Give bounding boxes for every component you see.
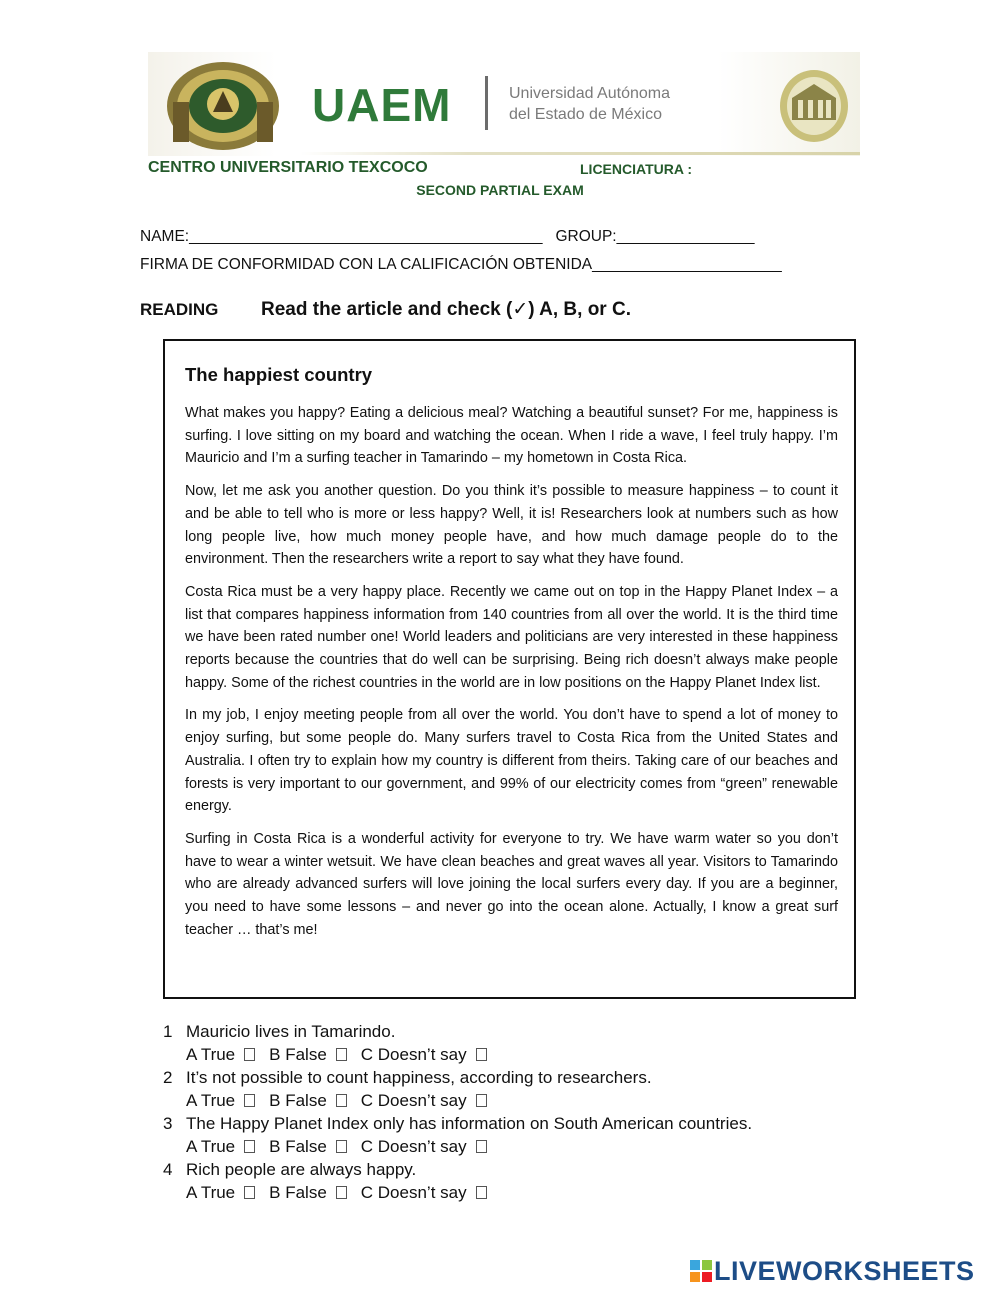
- uaem-seal-icon: [163, 58, 283, 153]
- question-3: [163, 1112, 863, 1135]
- option-c: [361, 1181, 487, 1204]
- question-4: [163, 1158, 863, 1181]
- article-paragraph: Surfing in Costa Rica is a wonderful activity for everyone to try. We have warm water so you don’t have to wear a winter wetsuit. We have clean beaches and great waves all year. Visitors to Tamarindo who are already advanced surfers will love joining the local surfers every day. If you are a beginner, you need to have some lessons – and never go into the ocean alone. Actually, I know a great surf teacher … that’s me!: [185, 830, 838, 938]
- question-text: The Happy Planet Index only has information on South American countries.: [186, 1114, 753, 1133]
- question-number: 3: [163, 1114, 173, 1133]
- question-4-options: [163, 1181, 863, 1204]
- logo-divider: [485, 76, 488, 130]
- option-b-checkbox[interactable]: [336, 1094, 347, 1107]
- building-seal-icon: [778, 68, 850, 144]
- university-name-line1: Universidad Autónoma: [509, 85, 670, 102]
- group-blank[interactable]: ________________: [616, 228, 755, 245]
- uaem-logo-text: UAEM: [312, 79, 452, 131]
- name-blank[interactable]: _________________________________________: [189, 228, 543, 245]
- article-paragraph: In my job, I enjoy meeting people from all over the world. You don’t have to spend a lot of money to enjoy surfing, but some people do. Many surfers travel to Costa Rica from the United States and Australia. I often try to explain how my country is different from theirs. Taking care of our beaches and forests is very important to our government, and 99% of our electricity comes from “green” renewable energy.: [185, 707, 838, 815]
- option-b: [269, 1135, 347, 1158]
- option-a-label: A True: [186, 1183, 236, 1202]
- question-text: Rich people are always happy.: [186, 1160, 417, 1179]
- question-text: It’s not possible to count happiness, according to researchers.: [186, 1068, 652, 1087]
- option-b: [269, 1181, 347, 1204]
- option-b-label: B False: [269, 1183, 327, 1202]
- signature-field-row: [140, 256, 782, 274]
- option-c: [361, 1135, 487, 1158]
- option-c-checkbox[interactable]: [476, 1186, 487, 1199]
- option-c-label: C Doesn’t say: [360, 1137, 467, 1156]
- option-b-checkbox[interactable]: [336, 1186, 347, 1199]
- option-b-label: B False: [269, 1045, 327, 1064]
- campus-name: CENTRO UNIVERSITARIO TEXCOCO: [148, 159, 428, 176]
- option-a: [186, 1043, 255, 1066]
- option-c: [361, 1089, 487, 1112]
- university-name-line2: del Estado de México: [509, 106, 662, 123]
- question-3-options: [163, 1135, 863, 1158]
- section-instruction: Read the article and check (✓) A, B, or C.: [261, 299, 631, 320]
- article-paragraph: What makes you happy? Eating a delicious meal? Watching a beautiful sunset? For me, happiness is surfing. I love sitting on my board and watching the ocean. When I ride a wave, I feel truly happy. I’m Mauricio and I’m a surfing teacher in Tamarindo – my hometown in Costa Rica.: [185, 405, 838, 467]
- option-b-checkbox[interactable]: [336, 1048, 347, 1061]
- name-label: NAME:: [140, 228, 190, 245]
- option-a-label: A True: [186, 1137, 236, 1156]
- option-a-checkbox[interactable]: [244, 1140, 255, 1153]
- option-b-checkbox[interactable]: [336, 1140, 347, 1153]
- option-b-label: B False: [269, 1137, 327, 1156]
- option-a-checkbox[interactable]: [244, 1048, 255, 1061]
- liveworksheets-text: LIVEWORKSHEETS: [714, 1256, 975, 1286]
- name-field-row: [140, 228, 755, 246]
- question-2-options: [163, 1089, 863, 1112]
- banner-divider: [300, 152, 860, 155]
- option-a: [186, 1089, 255, 1112]
- option-c-label: C Doesn’t say: [360, 1183, 467, 1202]
- question-number: 2: [163, 1068, 173, 1087]
- section-label: READING: [140, 300, 219, 319]
- option-c: [361, 1043, 487, 1066]
- question-number: 1: [163, 1022, 173, 1041]
- question-1-options: [163, 1043, 863, 1066]
- liveworksheets-icon: [690, 1260, 712, 1282]
- question-2: [163, 1066, 863, 1089]
- article-paragraph: Costa Rica must be a very happy place. Recently we came out on top in the Happy Planet Index – a list that compares happiness information from 140 countries from all over the world. It is the third time we have been rated number one! World leaders and politicians are very interested in these happiness reports because the countries that do well can be surprising. Being rich doesn’t always make people happy. Some of the richest countries in the world are in low positions on the Happy Planet Index list.: [185, 583, 838, 691]
- option-a: [186, 1181, 255, 1204]
- option-c-label: C Doesn’t say: [360, 1045, 467, 1064]
- question-text: Mauricio lives in Tamarindo.: [186, 1022, 396, 1041]
- option-a-label: A True: [186, 1091, 236, 1110]
- licenciatura-label: LICENCIATURA :: [580, 161, 692, 177]
- exam-title: SECOND PARTIAL EXAM: [416, 182, 584, 198]
- option-a: [186, 1135, 255, 1158]
- group-label: GROUP:: [555, 228, 617, 245]
- article-body: [185, 402, 838, 951]
- option-b-label: B False: [269, 1091, 327, 1110]
- firma-blank[interactable]: ______________________: [592, 256, 782, 273]
- option-c-checkbox[interactable]: [476, 1140, 487, 1153]
- option-b: [269, 1043, 347, 1066]
- option-b: [269, 1089, 347, 1112]
- question-list: [163, 1020, 863, 1204]
- option-c-checkbox[interactable]: [476, 1048, 487, 1061]
- article-paragraph: Now, let me ask you another question. Do you think it’s possible to measure happiness – to count it and be able to tell who is more or less happy? Well, it is! Researchers look at numbers such as how long people live, how much money people have, and how much damage people do to the environment. Then the researchers write a report to say what they have found.: [185, 483, 838, 568]
- article-title: The happiest country: [185, 364, 373, 385]
- option-c-label: C Doesn’t say: [360, 1091, 467, 1110]
- firma-label: FIRMA DE CONFORMIDAD CON LA CALIFICACIÓN OBTENIDA: [140, 256, 593, 273]
- option-c-checkbox[interactable]: [476, 1094, 487, 1107]
- option-a-label: A True: [186, 1045, 236, 1064]
- question-number: 4: [163, 1160, 173, 1179]
- question-1: [163, 1020, 863, 1043]
- option-a-checkbox[interactable]: [244, 1094, 255, 1107]
- option-a-checkbox[interactable]: [244, 1186, 255, 1199]
